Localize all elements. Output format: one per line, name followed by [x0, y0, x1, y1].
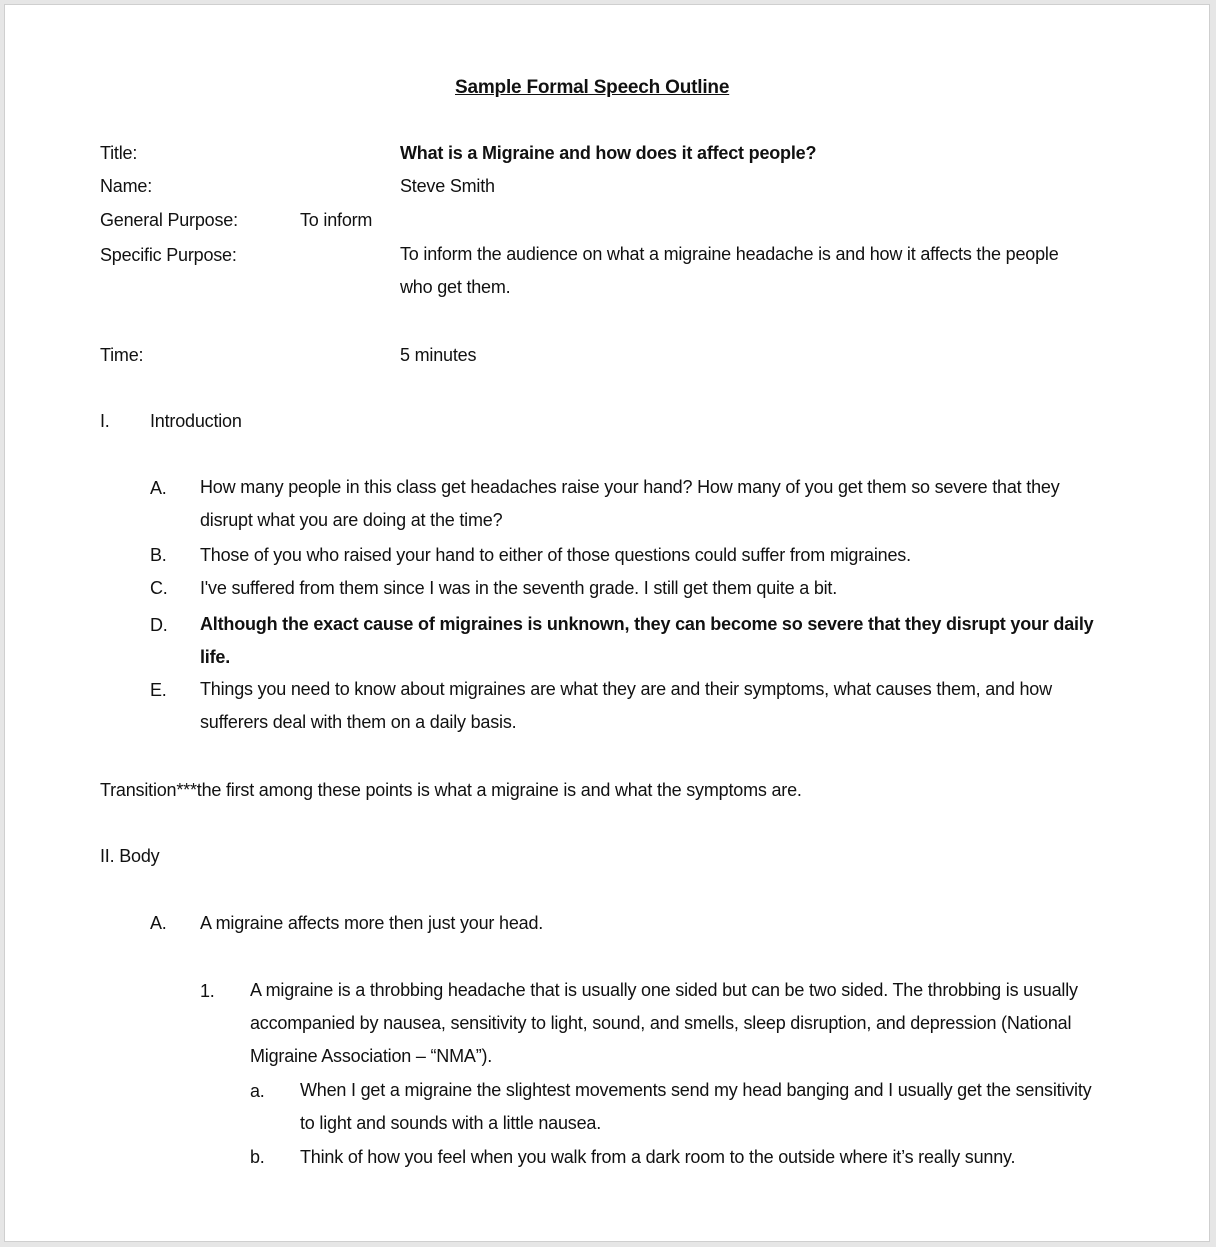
introduction-heading: Introduction — [150, 411, 242, 431]
body-subitem-text: A migraine is a throbbing headache that is usually one sided but can be two sided. The throbbing is usually accompanied by nausea, sensitivity to light, sound, and smells, sleep disruption, and depression (National Migraine Association – “NMA”). — [250, 980, 1078, 1066]
body-item-text: A migraine affects more then just your head. — [200, 913, 544, 933]
intro-item-text: How many people in this class get headaches raise your hand? How many of you get them so severe that they disrupt what you are doing at the time? — [200, 477, 1060, 530]
time-value: 5 minutes — [400, 345, 477, 365]
specific-purpose-label: Specific Purpose: — [100, 245, 237, 265]
body-subsubitem-text: When I get a migraine the slightest movements send my head banging and I usually get the sensitivity to light and sounds with a little nausea. — [300, 1080, 1092, 1133]
general-purpose-label: General Purpose: — [100, 210, 238, 230]
title-value: What is a Migraine and how does it affect people? — [400, 143, 817, 163]
specific-purpose-value: To inform the audience on what a migraine headache is and how it affects the people who get them. — [400, 244, 1059, 297]
intro-item-text: I've suffered from them since I was in the seventh grade. I still get them quite a bit. — [200, 578, 838, 598]
title-label: Title: — [100, 143, 138, 163]
body-heading: II. Body — [100, 846, 160, 866]
time-label: Time: — [100, 345, 144, 365]
body-subitem-number: 1. — [200, 981, 215, 1001]
general-purpose-value: To inform — [300, 210, 373, 230]
document-title: Sample Formal Speech Outline — [455, 77, 730, 98]
intro-item-text: Those of you who raised your hand to either of those questions could suffer from migraines. — [200, 545, 911, 565]
intro-item-letter: C. — [150, 578, 168, 598]
body-subsubitem-letter: a. — [250, 1081, 265, 1101]
body-item-letter: A. — [150, 913, 167, 933]
intro-item-text: Although the exact cause of migraines is unknown, they can become so severe that they disrupt your daily life. — [200, 614, 1094, 667]
intro-item-letter: A. — [150, 478, 167, 498]
introduction-numeral: I. — [100, 411, 110, 431]
name-label: Name: — [100, 176, 153, 196]
body-subsubitem-text: Think of how you feel when you walk from a dark room to the outside where it’s really sunny. — [300, 1147, 1016, 1167]
transition-text: Transition***the first among these points is what a migraine is and what the symptoms are. — [100, 780, 802, 800]
intro-item-letter: B. — [150, 545, 167, 565]
name-value: Steve Smith — [400, 176, 495, 196]
intro-item-text: Things you need to know about migraines are what they are and their symptoms, what causes them, and how sufferers deal with them on a daily basis. — [200, 679, 1052, 732]
intro-item-letter: D. — [150, 615, 168, 635]
body-subsubitem-letter: b. — [250, 1147, 265, 1167]
intro-item-letter: E. — [150, 680, 167, 700]
document-page — [4, 4, 1210, 1242]
